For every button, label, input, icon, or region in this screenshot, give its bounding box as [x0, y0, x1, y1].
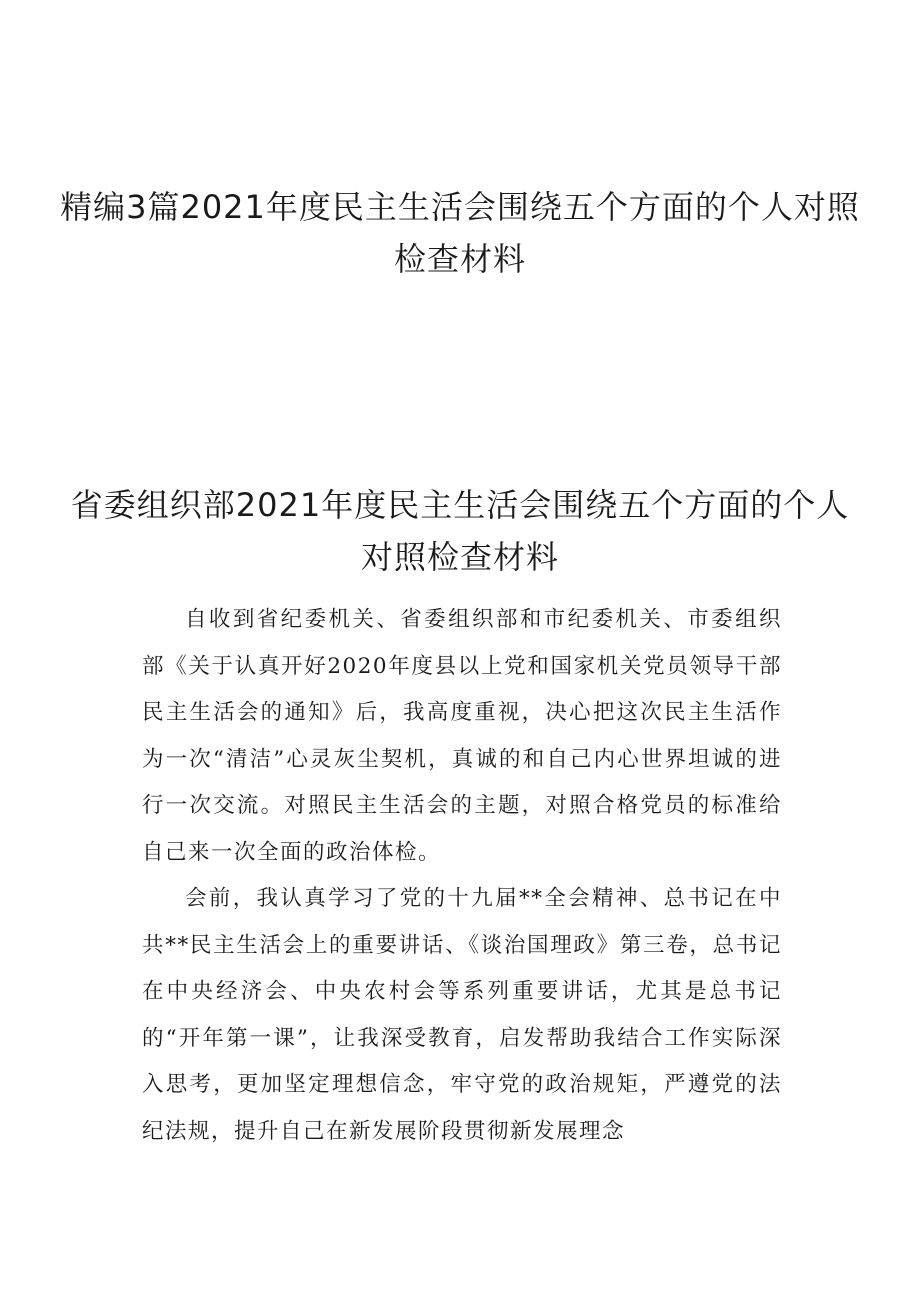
paragraph: 自收到省纪委机关、省委组织部和市纪委机关、市委组织部《关于认真开好2020年度县以上党和国家机关党员领导干部民主生活会的通知》后，我高度重视，决心把这次民主生活作为一次“清洁”心灵灰尘契机，真诚的和自己内心世界坦诚的进行一次交流。对照民主生活会的主题，对照合格党员的标准给自己来一次全面的政治体检。	[142, 607, 782, 865]
main-title: 精编3篇2021年度民主生活会围绕五个方面的个人对照检查材料	[60, 188, 860, 279]
section-title: 省委组织部2021年度民主生活会围绕五个方面的个人对照检查材料	[70, 485, 850, 576]
paragraph: 会前，我认真学习了党的十九届**全会精神、总书记在中共**民主生活会上的重要讲话、《谈治国理政》第三卷，总书记在中央经济会、中央农村会等系列重要讲话，尤其是总书记的“开年第一课”，让我深受教育，启发帮助我结合工作实际深入思考，更加坚定理想信念，牢守党的政治规矩，严遵党的法纪法规，提升自己在新发展阶段贯彻新发展理念	[142, 886, 782, 1144]
body-text	[142, 597, 782, 1155]
